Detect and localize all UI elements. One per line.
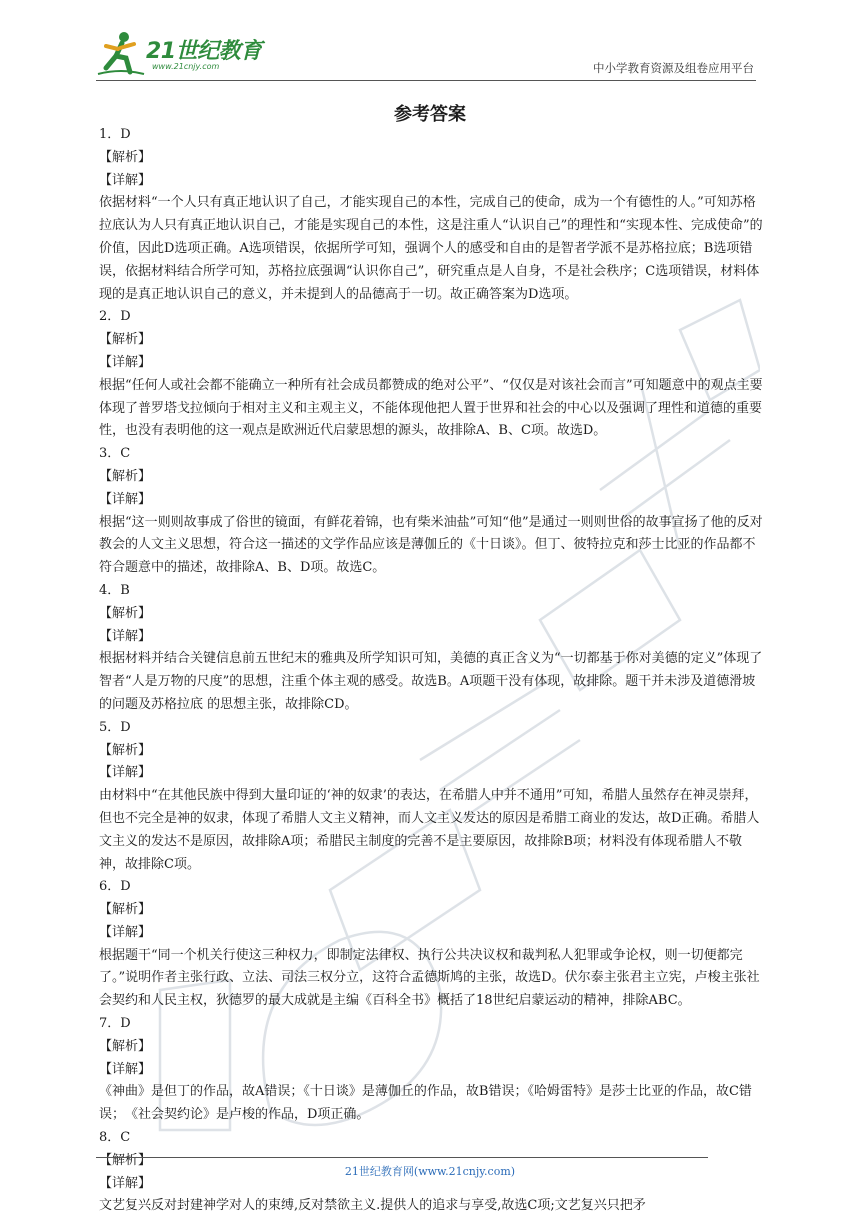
analysis-label: 【解析】 [99,1152,152,1168]
platform-name: 中小学教育资源及组卷应用平台 [593,61,754,75]
detail-label: 【详解】 [99,491,152,507]
answer-explanation: 文艺复兴反对封建神学对人的束缚,反对禁欲主义.提供人的追求与享受,故选C项;文艺复兴只把矛 [99,1198,646,1214]
answer-explanation: 根据题干“同一个机关行使这三种权力，即制定法律权、执行公共决议权和裁判私人犯罪或争论权，则一切便都完了。”说明作者主张行政、立法、司法三权分立，这符合孟德斯鸠的主张，故选D。伏尔泰主张君主立宪，卢梭主张社会契约和人民主权，狄德罗的最大成就是主编《百科全书》概括了18世纪启蒙运动的精神，排除ABC。 [99,947,760,1009]
analysis-label: 【解析】 [99,605,152,621]
answer-number: 6．D [99,879,131,895]
answer-explanation: 根据“任何人或社会都不能确立一种所有社会成员都赞成的绝对公平”、“仅仅是对该社会而言”可知题意中的观点主要体现了普罗塔戈拉倾向于相对主义和主观主义，不能体现他把人置于世界和社会的中心以及强调了理性和道德的重要性，也没有表明他的这一观点是欧洲近代启蒙思想的源头，故排除A、B、C项。故选D。 [99,377,763,439]
answer-explanation: 由材料中“在其他民族中得到大量印证的‘神的奴隶’的表达，在希腊人中并不通用”可知，希腊人虽然存在神灵崇拜，但也不完全是神的奴隶，体现了希腊人文主义精神，而人文主义发达的原因是希腊工商业的发达，故D正确。希腊人文主义的发达不是原因，故排除A项；希腊民主制度的完善不是主要原因，故排除B项；材料没有体现希腊人不敬神，故排除C项。 [99,788,760,872]
detail-label: 【详解】 [99,924,152,940]
answer-explanation: 根据“这一则则故事成了俗世的镜面，有鲜花着锦，也有柴米油盐”可知“他”是通过一则则世俗的故事宣扬了他的反对教会的人文主义思想，符合这一描述的文学作品应该是薄伽丘的《十日谈》。但丁、彼特拉克和莎士比亚的作品都不符合题意中的描述，故排除A、B、D项。故选C。 [99,514,763,576]
answer-number: 5．D [99,719,131,735]
answer-number: 2．D [99,309,131,325]
analysis-label: 【解析】 [99,902,152,918]
answer-number: 1．D [99,127,131,142]
footer-divider [96,1157,708,1158]
analysis-label: 【解析】 [99,332,152,348]
analysis-label: 【解析】 [99,149,152,165]
answer-explanation: 依据材料“一个人只有真正地认识了自己，才能实现自己的本性，完成自己的使命，成为一个有德性的人。”可知苏格拉底认为人只有真正地认识自己，才能是实现自己的本性，这是注重人“认识自己”的理性和“实现本性、完成使命”的价值，因此D选项正确。A选项错误，依据所学可知，强调个人的感受和自由的是智者学派不是苏格拉底；B选项错误，依据材料结合所学可知，苏格拉底强调“认识你自己”，研究重点是人自身，不是社会秩序；C选项错误，材料体现的是真正地认识自己的意义，并未提到人的品德高于一切。故正确答案为D选项。 [99,195,763,302]
answer-number: 4．B [99,582,130,598]
footer-link[interactable]: 21世纪教育网(www.21cnjy.com) [344,1165,516,1178]
detail-label: 【详解】 [99,1061,152,1077]
answer-item [99,443,767,580]
site-logo[interactable] [96,28,266,76]
header-divider [96,80,756,81]
answer-number: 7．D [99,1016,131,1032]
answer-item [99,876,767,1013]
analysis-label: 【解析】 [99,1038,152,1054]
runner-logo-icon [96,28,146,76]
analysis-label: 【解析】 [99,742,152,758]
page-header [96,28,756,80]
answer-explanation: 《神曲》是但丁的作品，故A错误；《十日谈》是薄伽丘的作品，故B错误；《哈姆雷特》是莎士比亚的作品，故C错误； 《社会契约论》是卢梭的作品，D项正确。 [99,1084,752,1123]
answer-number: 3．C [99,446,131,462]
answer-list [99,124,767,1218]
detail-label: 【详解】 [99,628,152,644]
detail-label: 【详解】 [99,354,152,370]
analysis-label: 【解析】 [99,468,152,484]
answer-item [99,306,767,443]
page-title: 参考答案 [394,104,466,125]
answer-item [99,1013,767,1127]
answer-item [99,124,767,306]
logo-text: 21世纪教育 [146,39,262,64]
logo-url: www.21cnjy.com [152,62,220,71]
answer-item [99,580,767,717]
answer-number: 8．C [99,1130,131,1146]
answer-explanation: 根据材料并结合关键信息前五世纪末的雅典及所学知识可知，美德的真正含义为“一切都基于你对美德的定义”体现了智者“人是万物的尺度”的思想，注重个体主观的感受。故选B。A项题干没有体现，故排除。题干并未涉及道德滑坡的问题及苏格拉底 的思想主张，故排除CD。 [99,651,763,712]
answer-item [99,717,767,877]
detail-label: 【详解】 [99,765,152,781]
detail-label: 【详解】 [99,172,152,188]
detail-label: 【详解】 [99,1175,152,1191]
